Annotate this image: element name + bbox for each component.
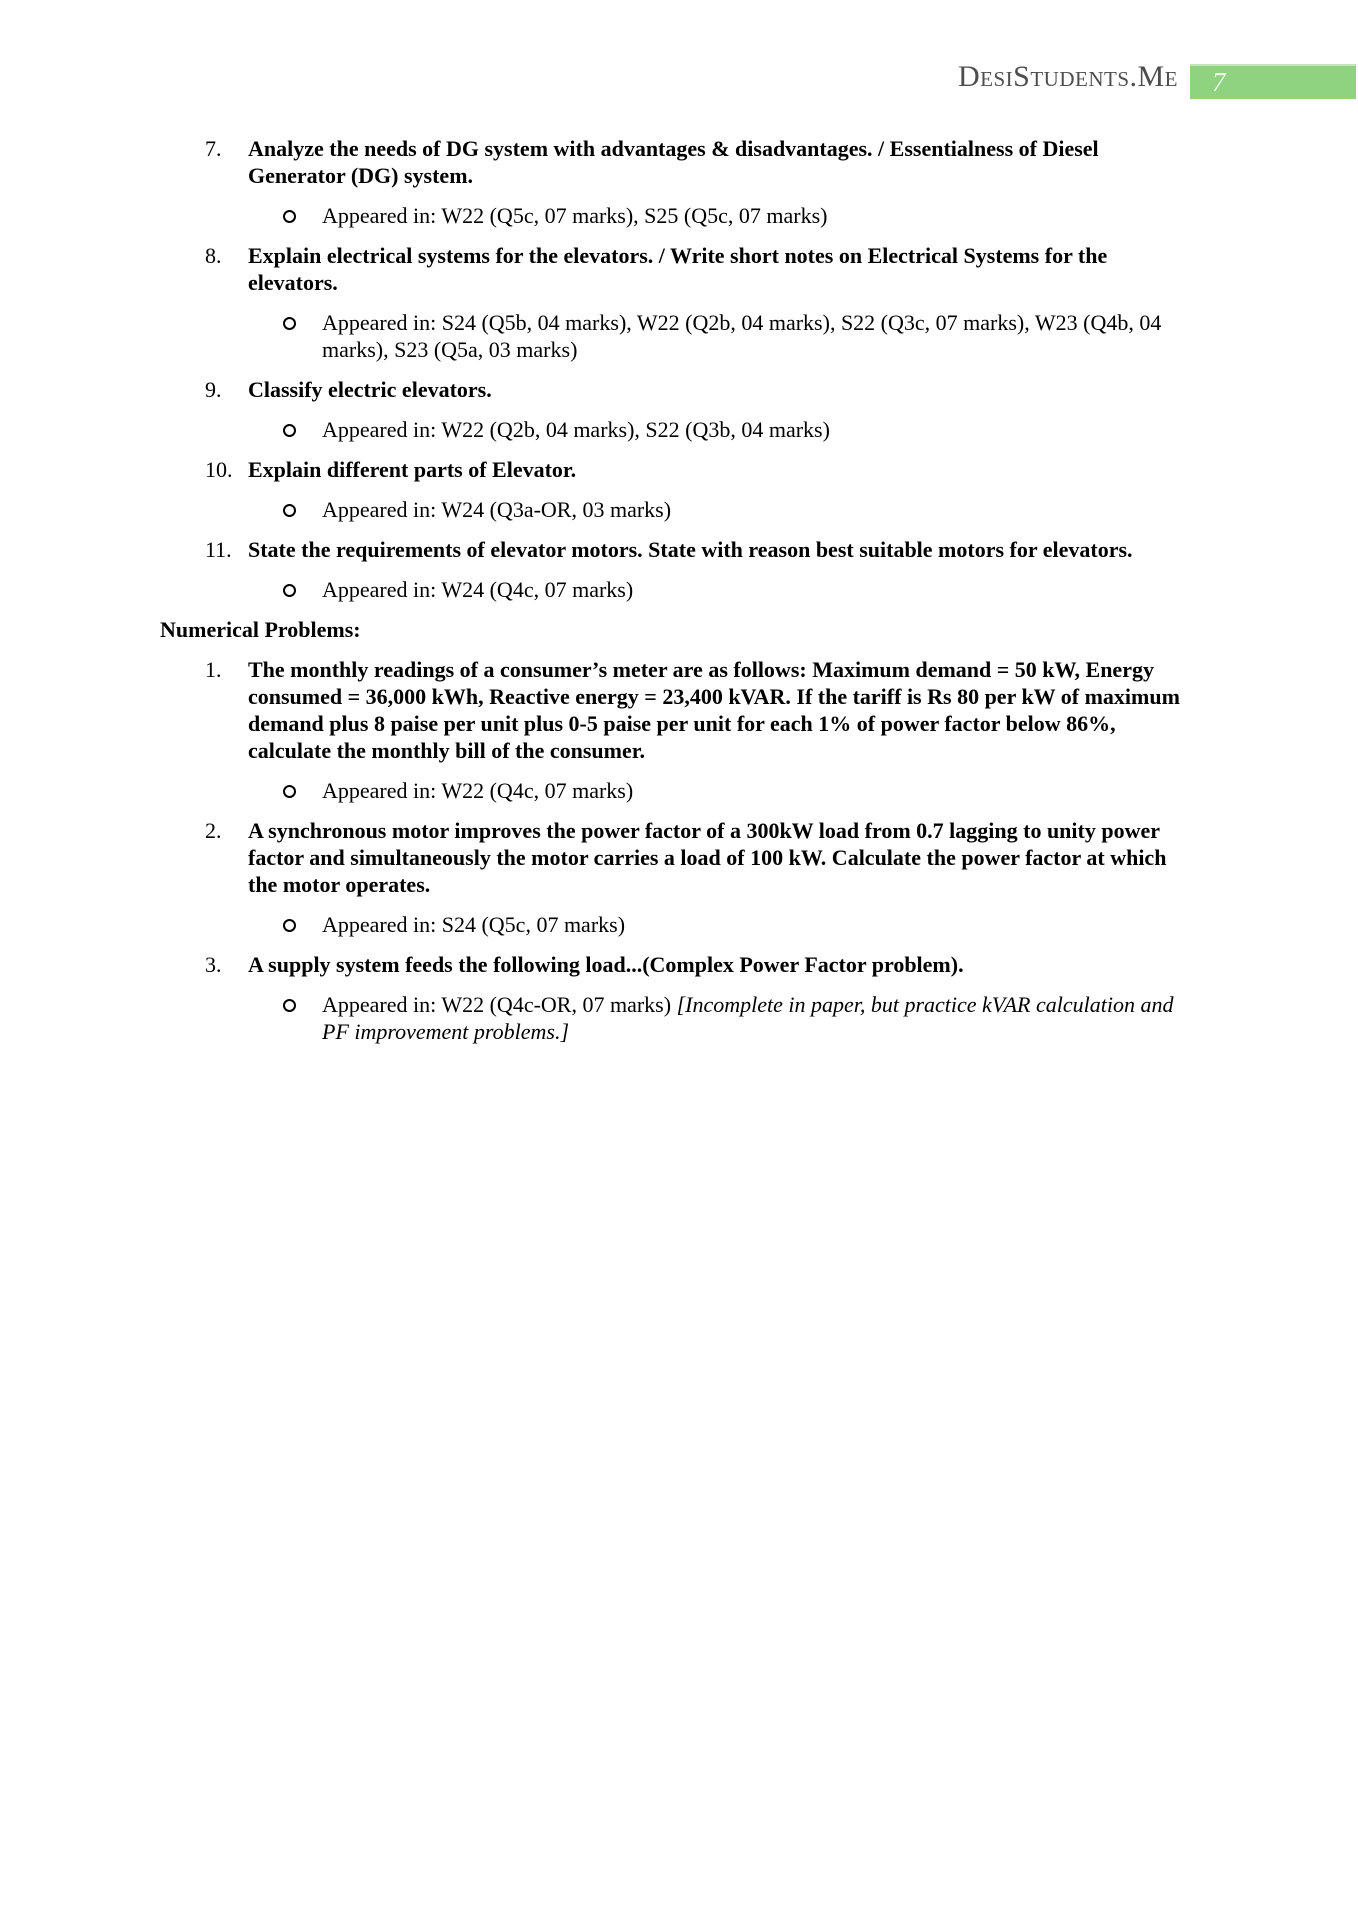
section-heading-numerical-problems: Numerical Problems: (160, 617, 361, 642)
question-number: 11. (205, 537, 232, 562)
question-number: 7. (205, 136, 222, 161)
appeared-text: Appeared in: W24 (Q4c, 07 marks) (322, 577, 634, 602)
appeared-line (283, 496, 1358, 523)
circle-bullet-icon (283, 210, 296, 223)
appeared-text: Appeared in: W22 (Q2b, 04 marks), S22 (Q3b, 04 marks) (322, 417, 830, 442)
appeared-line (283, 777, 1358, 804)
question-item (205, 376, 1358, 403)
appeared-line (283, 309, 1358, 363)
page-header (0, 56, 1358, 100)
numerical-item (205, 817, 1358, 898)
bullet-box (283, 202, 322, 229)
appeared-line (283, 416, 1358, 443)
document-content (0, 135, 1358, 1058)
appeared-text: Appeared in: S24 (Q5b, 04 marks), W22 (Q2b, 04 marks), S22 (Q3c, 07 marks), W23 (Q4b, 04 marks), S23 (Q5a, 03 marks) (322, 310, 1162, 362)
question-text: A supply system feeds the following load...(Complex Power Factor problem). (248, 952, 964, 977)
page-number-badge (1190, 64, 1356, 99)
appeared-text-prefix: Appeared in: W22 (Q4c-OR, 07 marks) (322, 992, 677, 1017)
bullet-box (283, 309, 322, 363)
question-item (205, 536, 1358, 563)
question-item (205, 242, 1358, 296)
circle-bullet-icon (283, 424, 296, 437)
appeared-text: Appeared in: W22 (Q4c, 07 marks) (322, 778, 634, 803)
question-number: 10. (205, 457, 233, 482)
appeared-line (283, 576, 1358, 603)
question-text: A synchronous motor improves the power factor of a 300kW load from 0.7 lagging to unity power factor and simultaneously the motor carries a load of 100 kW. Calculate the power factor at which the motor operates. (248, 818, 1167, 897)
question-number: 3. (205, 952, 222, 977)
circle-bullet-icon (283, 504, 296, 517)
question-text: The monthly readings of a consumer’s meter are as follows: Maximum demand = 50 kW, Energy consumed = 36,000 kWh, Reactive energy = 23,400 kVAR. If the tariff is Rs 80 per kW of maximum demand plus 8 paise per unit plus 0-5 paise per unit for each 1% of power factor below 86%, calculate the monthly bill of the consumer. (248, 657, 1180, 763)
numerical-item (205, 656, 1358, 764)
appeared-text (322, 991, 1190, 1045)
numerical-item (205, 951, 1358, 978)
question-text: Explain electrical systems for the elevators. / Write short notes on Electrical Systems for the elevators. (248, 243, 1108, 295)
appeared-text: Appeared in: W22 (Q5c, 07 marks), S25 (Q5c, 07 marks) (322, 203, 828, 228)
question-number: 8. (205, 243, 222, 268)
appeared-text: Appeared in: S24 (Q5c, 07 marks) (322, 912, 626, 937)
appeared-note-italic: [Incomplete in paper, but practice kVAR calculation and PF improvement problems.] (322, 992, 1174, 1044)
question-text: Explain different parts of Elevator. (248, 457, 577, 482)
bullet-box (283, 576, 322, 603)
circle-bullet-icon (283, 584, 296, 597)
bullet-box (283, 911, 322, 938)
question-text: State the requirements of elevator motors. State with reason best suitable motors for elevators. (248, 537, 1133, 562)
circle-bullet-icon (283, 999, 296, 1012)
bullet-box (283, 416, 322, 443)
circle-bullet-icon (283, 785, 296, 798)
page-number: 7 (1212, 67, 1226, 97)
circle-bullet-icon (283, 317, 296, 330)
bullet-box (283, 496, 322, 523)
question-number: 1. (205, 657, 222, 682)
question-number: 2. (205, 818, 222, 843)
appeared-line (283, 202, 1358, 229)
question-item (205, 456, 1358, 483)
question-text: Classify electric elevators. (248, 377, 492, 402)
circle-bullet-icon (283, 919, 296, 932)
bullet-box (283, 777, 322, 804)
question-item (205, 135, 1358, 189)
appeared-text: Appeared in: W24 (Q3a-OR, 03 marks) (322, 497, 672, 522)
site-name: DesiStudents.Me (957, 60, 1178, 93)
question-number: 9. (205, 377, 222, 402)
appeared-line (283, 911, 1358, 938)
bullet-box (283, 991, 322, 1045)
appeared-line (283, 991, 1358, 1045)
question-text: Analyze the needs of DG system with advantages & disadvantages. / Essentialness of Diesel Generator (DG) system. (248, 136, 1099, 188)
